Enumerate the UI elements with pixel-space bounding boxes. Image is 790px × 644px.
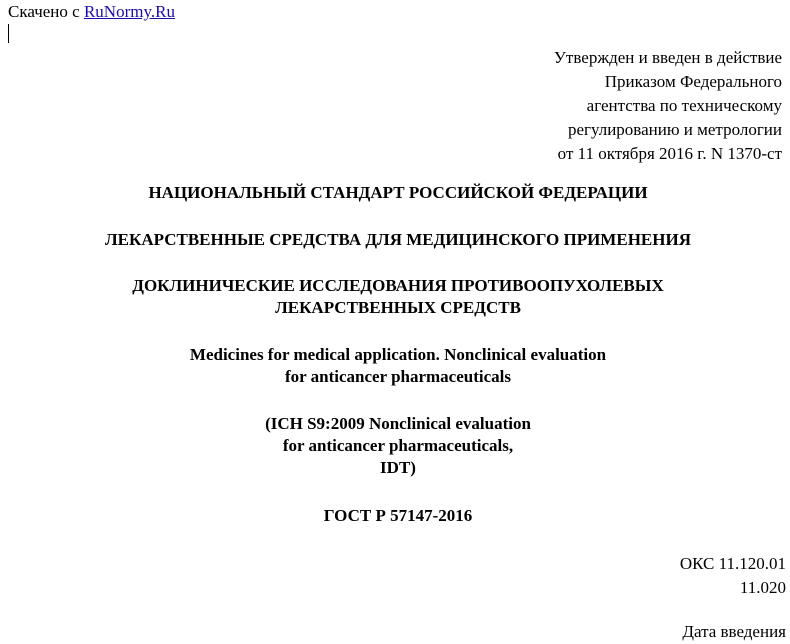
gost-number [0, 505, 790, 527]
heading-line: ЛЕКАРСТВЕННЫЕ СРЕДСТВА ДЛЯ МЕДИЦИНСКОГО ПРИМЕНЕНИЯ [105, 230, 691, 249]
heading-line: Medicines for medical application. Nonclinical evaluation [189, 345, 607, 364]
approval-line: от 11 октября 2016 г. N 1370-ст [557, 144, 782, 163]
ich-reference [0, 413, 790, 479]
heading-line: IDT) [380, 458, 416, 477]
source-link[interactable]: RuNormy.Ru [83, 2, 175, 21]
preclinical-heading [0, 275, 790, 319]
approval-line: регулированию и метрологии [567, 120, 782, 139]
medicines-heading [0, 229, 790, 251]
heading-line: for anticancer pharmaceuticals [285, 367, 511, 386]
heading-line: НАЦИОНАЛЬНЫЙ СТАНДАРТ РОССИЙСКОЙ ФЕДЕРАЦИИ [148, 183, 648, 202]
heading-line: for anticancer pharmaceuticals, [282, 436, 514, 455]
source-line [8, 2, 175, 22]
national-standard-heading [0, 182, 790, 204]
approval-block [362, 46, 782, 166]
oks-classification [680, 552, 786, 600]
text-cursor [8, 24, 9, 43]
heading-line: ЛЕКАРСТВЕННЫХ СРЕДСТВ [275, 298, 521, 317]
heading-line: ДОКЛИНИЧЕСКИЕ ИССЛЕДОВАНИЯ ПРОТИВООПУХОЛЕВЫХ [132, 276, 664, 295]
source-prefix: Скачено с [8, 2, 84, 21]
approval-line: агентства по техническому [586, 96, 782, 115]
oks-line: ОКС 11.120.01 [679, 554, 786, 573]
english-title [0, 344, 790, 388]
heading-line: (ICH S9:2009 Nonclinical evaluation [265, 414, 531, 433]
heading-line: ГОСТ Р 57147-2016 [323, 506, 473, 525]
approval-line: Приказом Федерального [604, 72, 782, 91]
approval-line: Утвержден и введен в действие [553, 48, 782, 67]
intro-date-label: Дата введения [682, 622, 786, 641]
oks-line: 11.020 [739, 578, 786, 597]
